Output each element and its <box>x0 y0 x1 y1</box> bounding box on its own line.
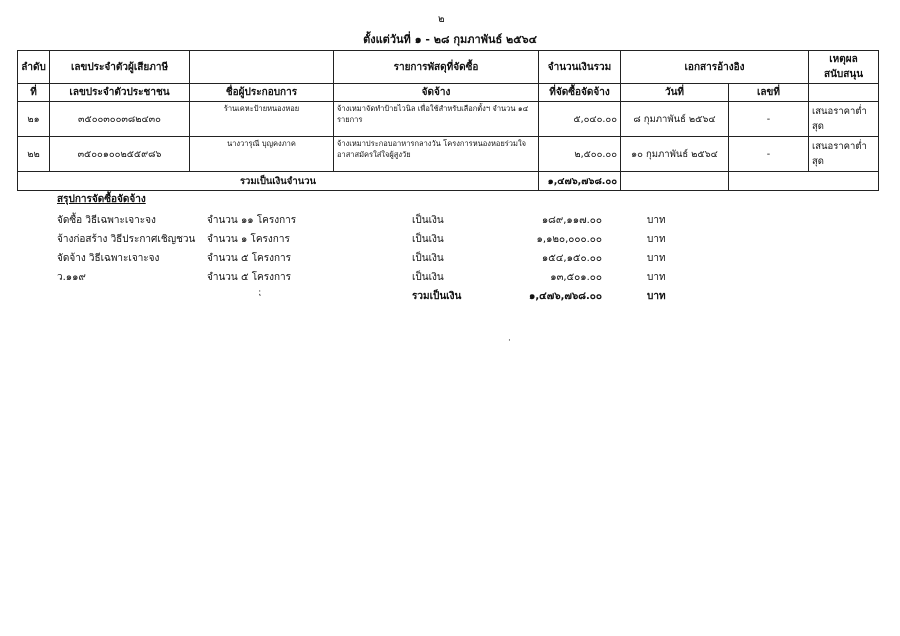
summary-method: จัดซื้อ วิธีเฉพาะเจาะจง <box>57 215 156 226</box>
summary-unit: บาท <box>647 253 666 264</box>
summary-row <box>57 232 697 251</box>
row-item: จ้างเหมาประกอบอาหารกลางวัน โครงการหนองหอยร่วมใจ อาสาสมัครใส่ใจผู้สูงวัย <box>334 137 539 172</box>
summary-count: จำนวน ๕ โครงการ <box>207 272 292 283</box>
summary-row <box>57 213 697 232</box>
row-order: ๒๒ <box>18 137 50 172</box>
header-ref-no: เลขที่ <box>729 84 809 102</box>
header-items-2: จัดจ้าง <box>334 84 539 102</box>
scan-speck: ⁏ <box>258 288 262 298</box>
row-amount: ๒,๕๐๐.๐๐ <box>539 137 621 172</box>
total-empty-rest <box>729 172 879 191</box>
total-empty-date <box>621 172 729 191</box>
summary-amount: ๑,๑๒๐,๐๐๐.๐๐ <box>536 234 602 245</box>
summary-count: จำนวน ๑ โครงการ <box>207 234 290 245</box>
summary-unit: บาท <box>647 234 666 245</box>
row-reason: เสนอราคาต่ำสุด <box>809 137 879 172</box>
header-order-2: ที่ <box>18 84 50 102</box>
table-row <box>18 137 879 172</box>
summary-amount: ๑๓,๕๐๑.๐๐ <box>550 272 602 283</box>
summary-row <box>57 251 697 270</box>
summary-method: ว.๑๑๙ <box>57 272 86 283</box>
summary-total-unit: บาท <box>647 291 666 302</box>
row-item: จ้างเหมาจัดทำป้ายไวนิล เพื่อใช้สำหรับเลือกตั้งฯ จำนวน ๑๔ รายการ <box>334 102 539 137</box>
header-vendor-top <box>190 51 334 84</box>
table-total-row <box>18 172 879 191</box>
header-ref-docs: เอกสารอ้างอิง <box>621 51 809 84</box>
header-amount: จำนวนเงินรวม <box>539 51 621 84</box>
summary-as-money: เป็นเงิน <box>412 234 444 245</box>
row-amount: ๕,๐๔๐.๐๐ <box>539 102 621 137</box>
summary-count: จำนวน ๑๑ โครงการ <box>207 215 297 226</box>
summary-as-money: เป็นเงิน <box>412 253 444 264</box>
table-row <box>18 102 879 137</box>
row-taxid: ๓๕๐๐๓๐๐๓๘๒๔๓๐ <box>50 102 190 137</box>
row-date: ๘ กุมภาพันธ์ ๒๕๖๔ <box>621 102 729 137</box>
header-ref-date: วันที่ <box>621 84 729 102</box>
summary-title: สรุปการจัดซื้อจัดจ้าง <box>57 194 146 205</box>
page-title: ตั้งแต่วันที่ ๑ - ๒๘ กุมภาพันธ์ ๒๕๖๔ <box>363 33 537 46</box>
summary-unit: บาท <box>647 272 666 283</box>
header-amount-2: ที่จัดซื้อจัดจ้าง <box>539 84 621 102</box>
header-items: รายการพัสดุที่จัดซื้อ <box>334 51 539 84</box>
procurement-table <box>17 50 879 191</box>
header-reason-2 <box>809 84 879 102</box>
page-number: ๒ <box>438 14 445 25</box>
header-taxid: เลขประจำตัวผู้เสียภาษี <box>50 51 190 84</box>
table-header-row-2 <box>18 84 879 102</box>
header-reason: เหตุผลสนับสนุน <box>809 51 879 84</box>
row-taxid: ๓๕๐๐๑๐๐๒๕๕๙๘๖ <box>50 137 190 172</box>
summary-method: จ้างก่อสร้าง วิธีประกาศเชิญชวน <box>57 234 196 245</box>
row-vendor: ร้านเคหะป้ายหนองหอย <box>190 102 334 137</box>
table-header-row-1 <box>18 51 879 84</box>
row-vendor: นางวารุณี บุญคงภาค <box>190 137 334 172</box>
row-doc-no: - <box>729 102 809 137</box>
row-doc-no: - <box>729 137 809 172</box>
header-vendor: ชื่อผู้ประกอบการ <box>190 84 334 102</box>
summary-total-row <box>57 289 697 308</box>
header-taxid-2: เลขประจำตัวประชาชน <box>50 84 190 102</box>
summary-row <box>57 270 697 289</box>
summary-section <box>57 192 697 308</box>
summary-as-money: เป็นเงิน <box>412 215 444 226</box>
row-date: ๑๐ กุมภาพันธ์ ๒๕๖๔ <box>621 137 729 172</box>
total-label: รวมเป็นเงินจำนวน <box>18 172 539 191</box>
row-order: ๒๑ <box>18 102 50 137</box>
summary-as-money: เป็นเงิน <box>412 272 444 283</box>
summary-total-amount: ๑,๔๗๖,๗๖๘.๐๐ <box>529 291 602 302</box>
header-order: ลำดับ <box>18 51 50 84</box>
summary-count: จำนวน ๕ โครงการ <box>207 253 292 264</box>
row-reason: เสนอราคาต่ำสุด <box>809 102 879 137</box>
summary-amount: ๑๕๔,๑๕๐.๐๐ <box>541 253 602 264</box>
scan-dot: · <box>508 336 511 346</box>
summary-unit: บาท <box>647 215 666 226</box>
total-amount: ๑,๔๗๖,๗๖๘.๐๐ <box>539 172 621 191</box>
summary-amount: ๑๘๙,๑๑๗.๐๐ <box>541 215 602 226</box>
summary-method: จัดจ้าง วิธีเฉพาะเจาะจง <box>57 253 160 264</box>
summary-total-label: รวมเป็นเงิน <box>412 291 462 302</box>
